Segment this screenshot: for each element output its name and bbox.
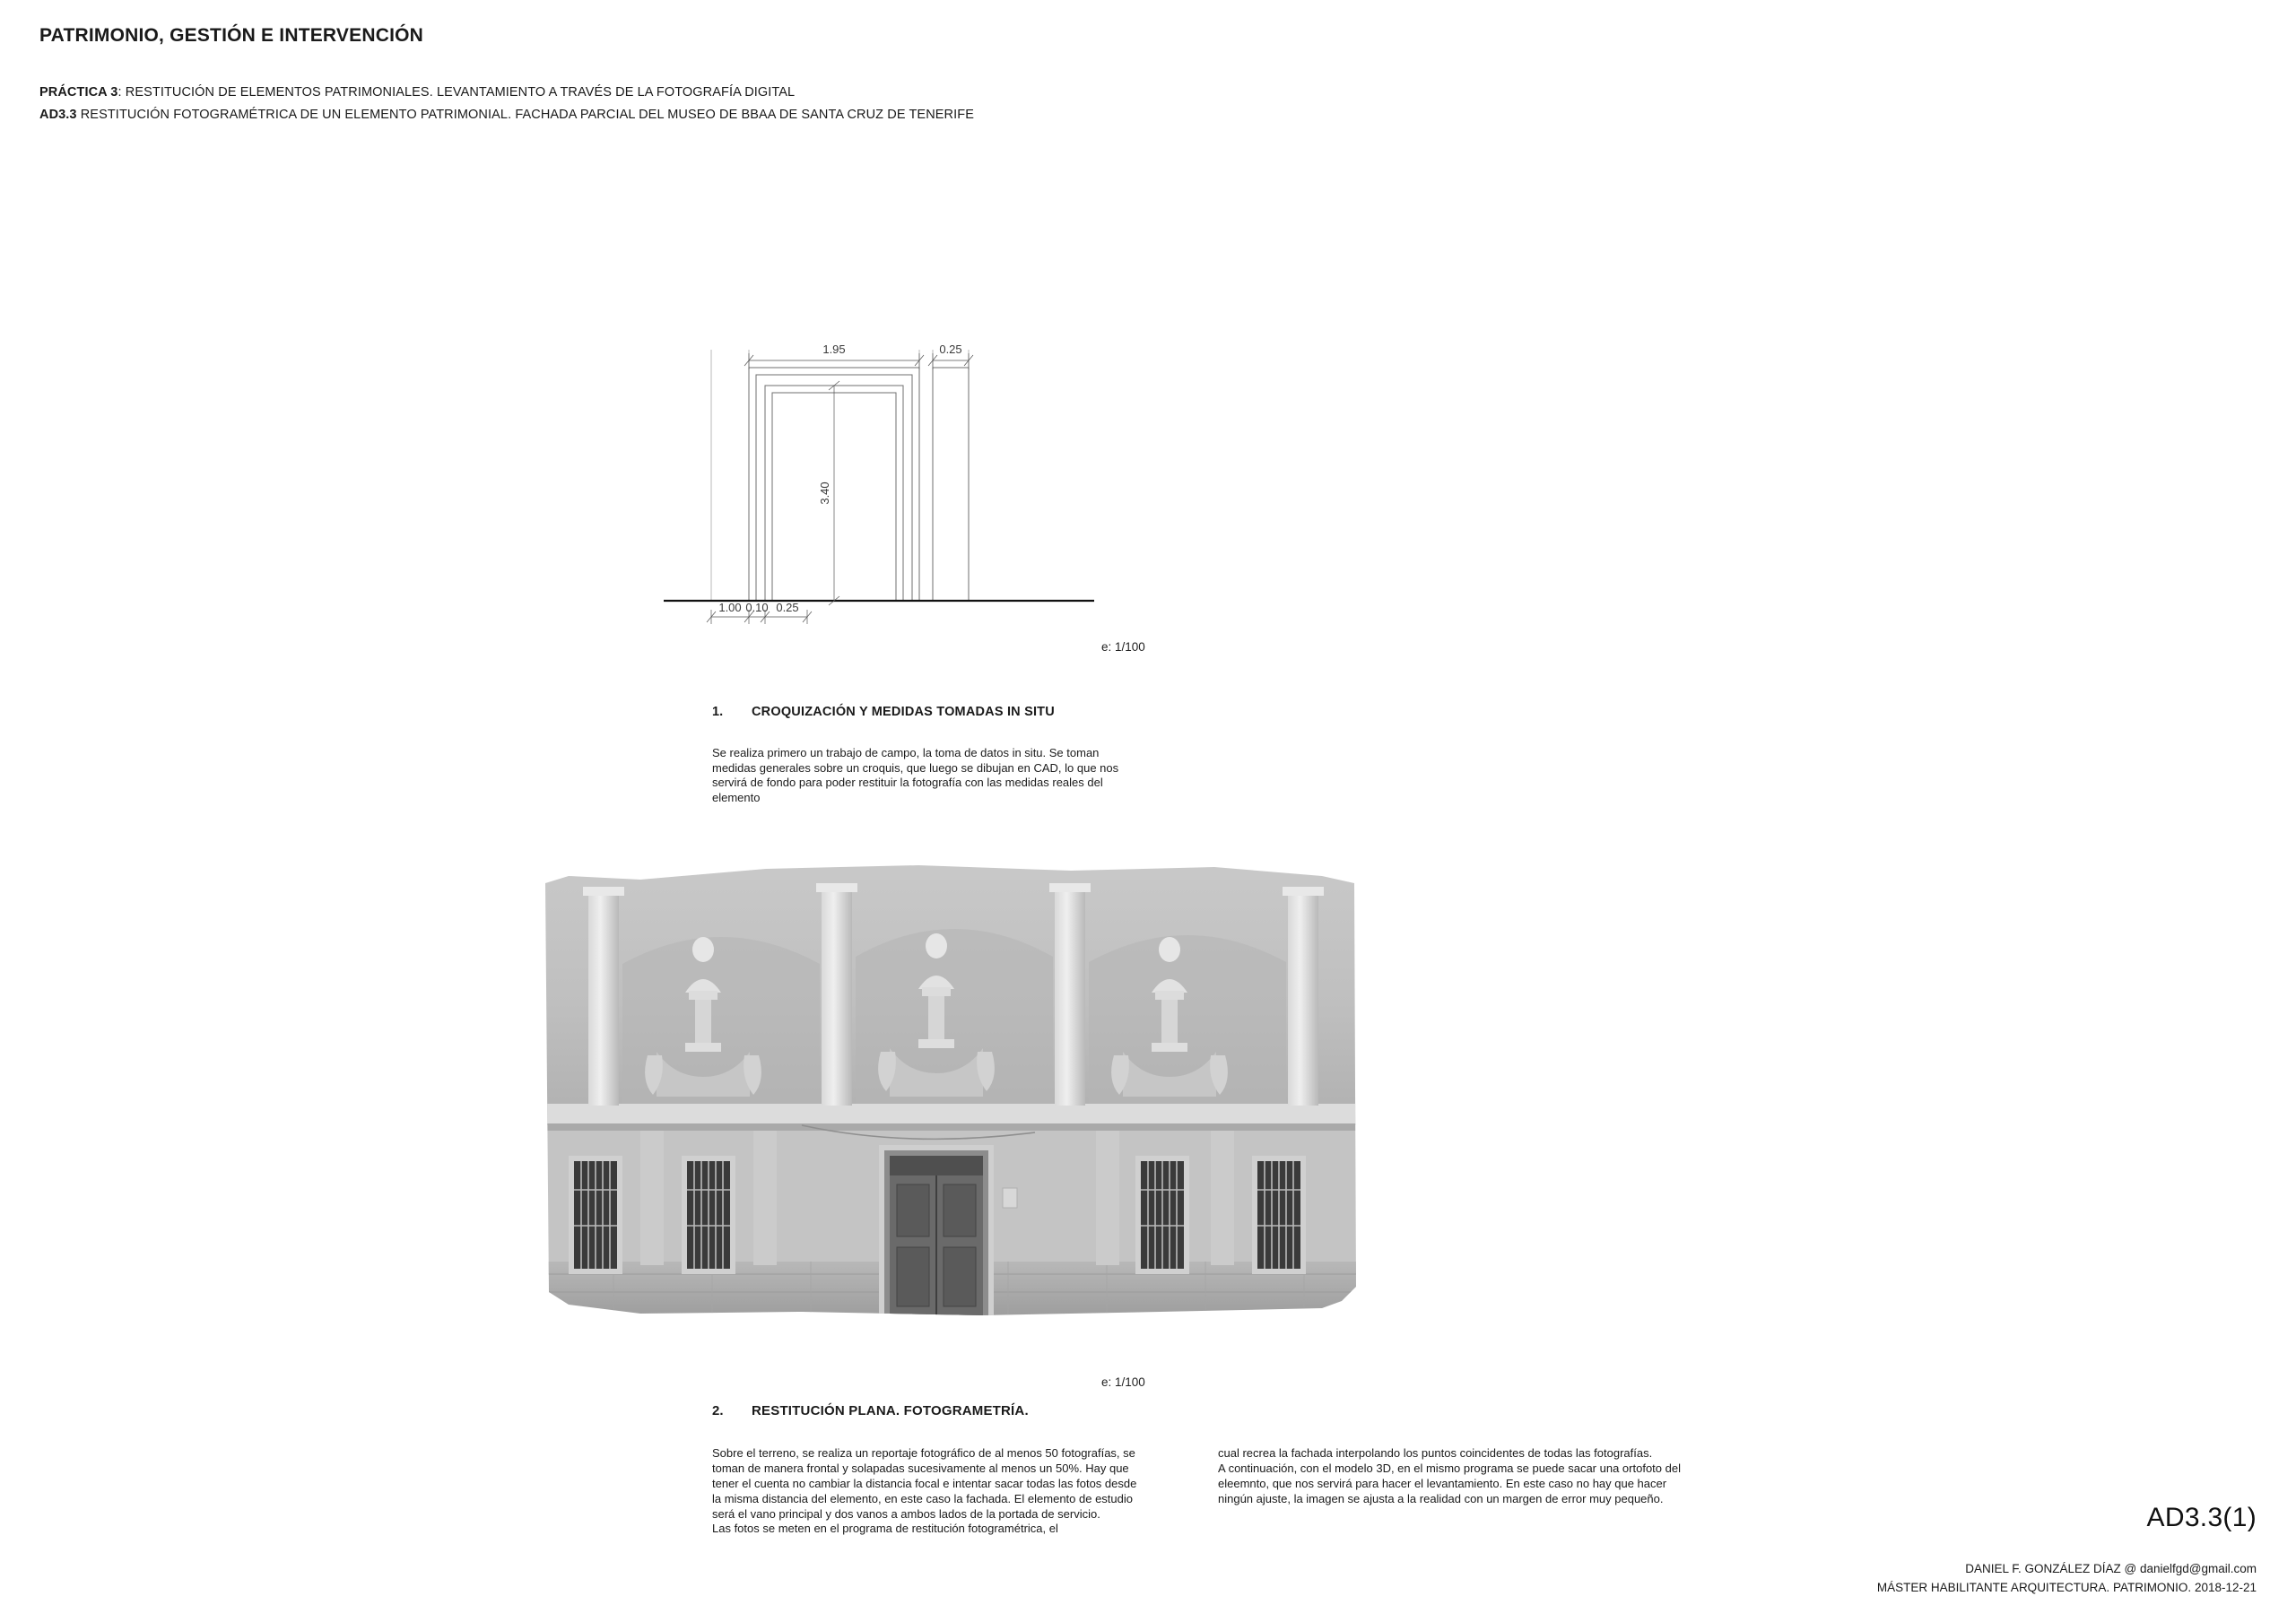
- footer-program: MÁSTER HABILITANTE ARQUITECTURA. PATRIMONIO. 2018-12-21: [1876, 1581, 2257, 1594]
- practice-label: PRÁCTICA 3: [39, 85, 118, 100]
- code-label: AD3.3: [39, 108, 77, 122]
- dim-top-right: 0.25: [939, 343, 962, 356]
- facade-photograph: [533, 856, 1367, 1345]
- sheet-code: AD3.3(1): [2146, 1503, 2257, 1532]
- section-2-number: 2.: [712, 1403, 724, 1418]
- dim-top-width: 1.95: [822, 343, 846, 356]
- section-2-column-left: Sobre el terreno, se realiza un reportaje fotográfico de al menos 50 fotografías, se toman de manera frontal y solapadas sucesivamente al menos un 50%. Hay que tener el cuenta no cambiar la distancia focal e intentar sacar todas las fotos desde la misma distancia del elemento, en este caso la fachada. El elemento de estudio será el vano principal y dos vanos a ambos lados de la portada de servicio. Las fotos se meten en el programa de restitución fotogramétrica, el: [712, 1446, 1137, 1536]
- dim-bottom-mid: 0.10: [745, 601, 769, 614]
- section-2-column-right: cual recrea la fachada interpolando los puntos coincidentes de todas las fotografías. A continuación, con el modelo 3D, en el mismo programa se puede sacar una ortofoto del eleemnto, que nos servirá para hacer el levantamiento. En este caso no hay que hacer ningún ajuste, la imagen se ajusta a la realidad con un margen de error muy pequeño.: [1218, 1446, 1681, 1505]
- section-1-title: CROQUIZACIÓN Y MEDIDAS TOMADAS IN SITU: [752, 705, 1055, 719]
- practice-line: [39, 85, 795, 100]
- dim-height: 3.40: [818, 481, 831, 505]
- code-line: [39, 108, 974, 122]
- cad-elevation-drawing: [664, 332, 1166, 655]
- section-1-number: 1.: [712, 705, 724, 719]
- page-title: PATRIMONIO, GESTIÓN E INTERVENCIÓN: [39, 25, 423, 46]
- drawing-scale-label: e: 1/100: [1101, 640, 1145, 654]
- section-2-title: RESTITUCIÓN PLANA. FOTOGRAMETRÍA.: [752, 1403, 1029, 1418]
- practice-text: : RESTITUCIÓN DE ELEMENTOS PATRIMONIALES. LEVANTAMIENTO A TRAVÉS DE LA FOTOGRAFÍA DIGITAL: [117, 85, 796, 100]
- photo-scale-label: e: 1/100: [1101, 1375, 1145, 1389]
- footer-author: DANIEL F. GONZÁLEZ DÍAZ @ danielfgd@gmail.com: [1965, 1562, 2257, 1575]
- section-1-body: Se realiza primero un trabajo de campo, la toma de datos in situ. Se toman medidas generales sobre un croquis, que luego se dibujan en CAD, lo que nos servirá de fondo para poder restituir la fotografía con las medidas reales del elemento: [712, 746, 1119, 804]
- dim-bottom-right: 0.25: [776, 601, 799, 614]
- code-text: RESTITUCIÓN FOTOGRAMÉTRICA DE UN ELEMENTO PATRIMONIAL. FACHADA PARCIAL DEL MUSEO DE BBAA DE SANTA CRUZ DE TENERIFE: [76, 108, 974, 122]
- dim-bottom-left: 1.00: [718, 601, 742, 614]
